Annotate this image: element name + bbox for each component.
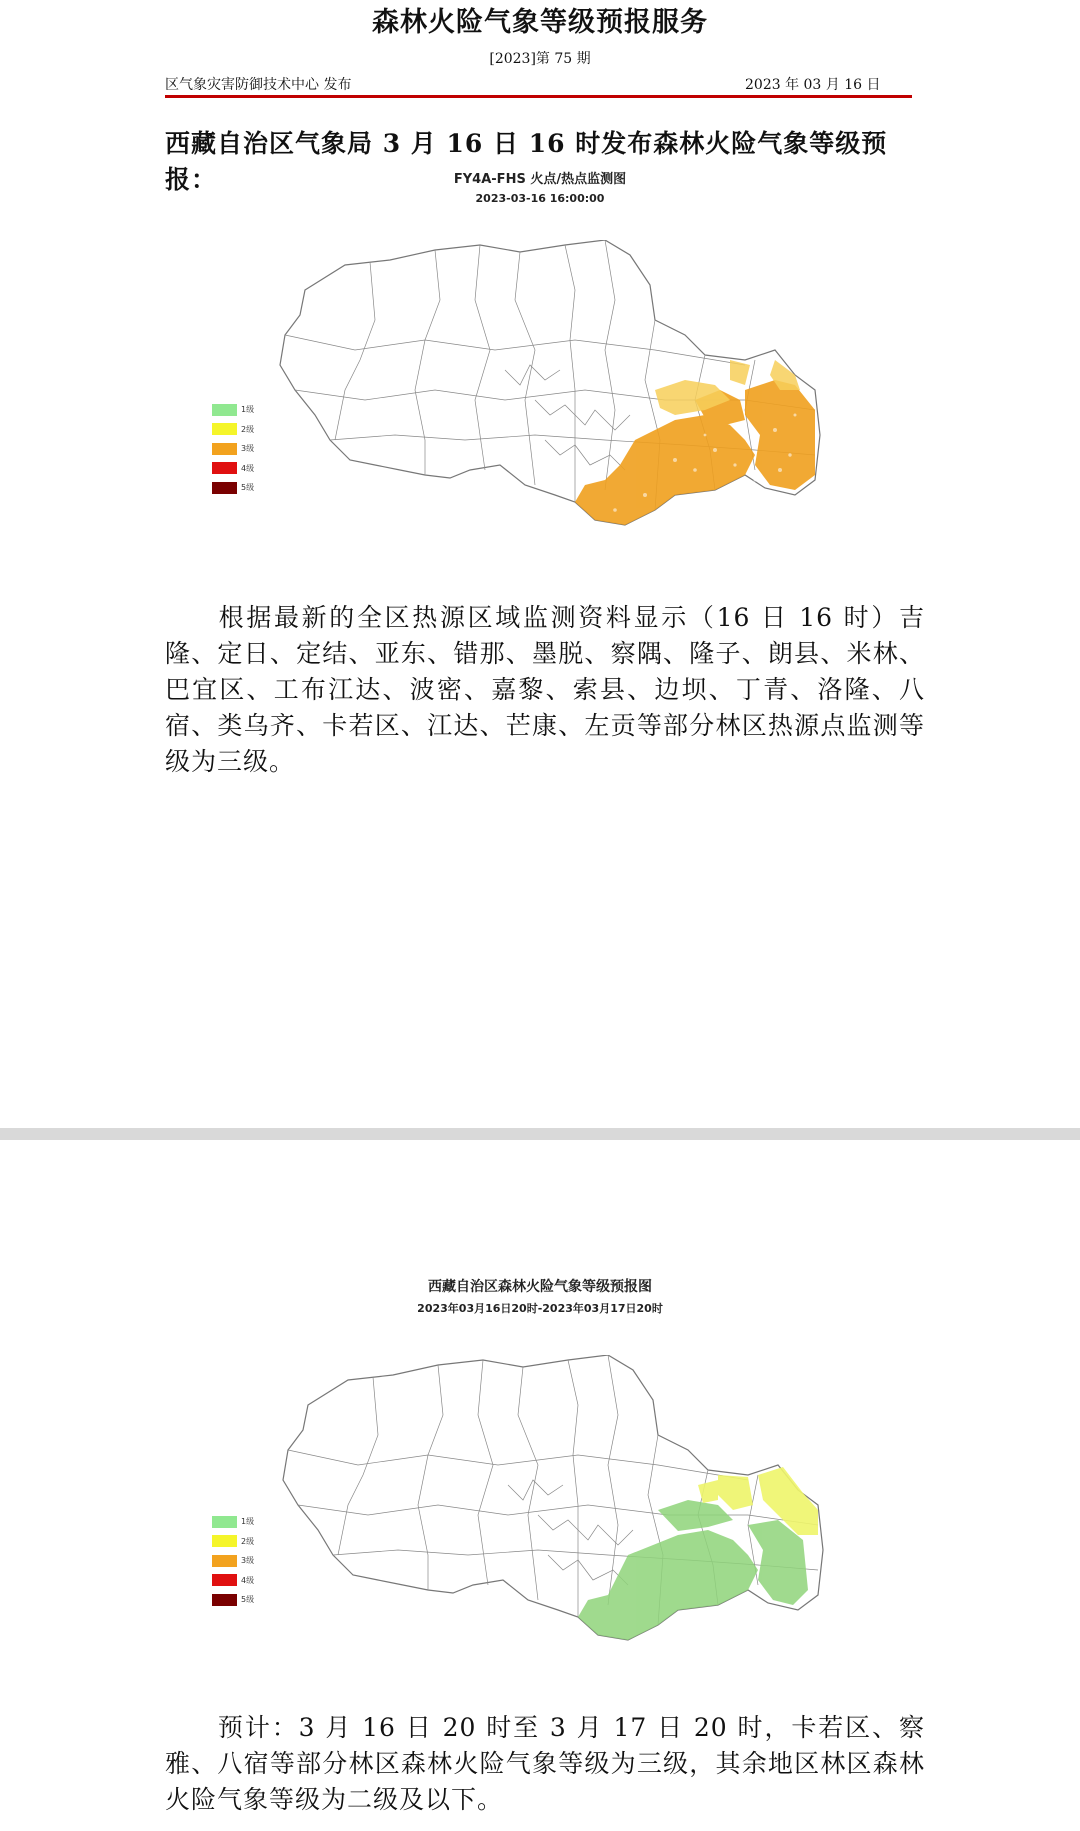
legend-item: [212, 400, 254, 420]
map2-legend: [212, 1512, 254, 1610]
document-title: 森林火险气象等级预报服务: [372, 7, 708, 38]
legend-item: [212, 478, 254, 498]
legend-item: [212, 1571, 254, 1591]
tibet-hotspot-map: [275, 240, 835, 530]
document-page-2: [0, 1140, 1080, 1831]
legend-swatch: [212, 462, 237, 474]
map1-title: FY4A-FHS 火点/热点监测图: [453, 172, 627, 187]
legend-item: [212, 1590, 254, 1610]
legend-label: 3级: [241, 444, 255, 454]
tibet-forecast-map: [278, 1355, 838, 1645]
legend-label: 1级: [241, 1517, 255, 1527]
hotspot-paragraph-text: 根据最新的全区热源区域监测资料显示（16 日 16 时）吉隆、定日、定结、亚东、错那、墨脱、察隅、隆子、朗县、米林、巴宜区、工布江达、波密、嘉黎、索县、边坝、丁青、洛隆、八宿、类乌齐、卡若区、江达、芒康、左贡等部分林区热源点监测等级为三级。: [165, 603, 925, 776]
legend-swatch: [212, 443, 237, 455]
legend-label: 4级: [241, 1575, 255, 1585]
publisher: 区气象灾害防御技术中心 发布: [165, 77, 352, 93]
legend-item: [212, 459, 254, 479]
legend-item: [212, 420, 254, 440]
forecast-paragraph: [165, 1710, 925, 1818]
legend-label: 1级: [241, 405, 255, 415]
issue-number: [2023]第 75 期: [489, 51, 591, 67]
legend-label: 3级: [241, 1556, 255, 1566]
legend-label: 2级: [241, 1536, 255, 1546]
legend-swatch: [212, 423, 237, 435]
legend-label: 5级: [241, 483, 255, 493]
legend-item: [212, 439, 254, 459]
legend-label: 5级: [241, 1595, 255, 1605]
map1-legend: [212, 400, 254, 498]
legend-swatch: [212, 404, 237, 416]
map2-subtitle: 2023年03月16日20时-2023年03月17日20时: [417, 1302, 663, 1315]
legend-item: [212, 1532, 254, 1552]
legend-swatch: [212, 1535, 237, 1547]
map2-title: 西藏自治区森林火险气象等级预报图: [428, 1279, 652, 1295]
legend-item: [212, 1551, 254, 1571]
legend-swatch: [212, 1574, 237, 1586]
legend-label: 4级: [241, 463, 255, 473]
legend-swatch: [212, 482, 237, 494]
legend-swatch: [212, 1555, 237, 1567]
forecast-paragraph-text: 预计：3 月 16 日 20 时至 3 月 17 日 20 时，卡若区、察雅、八宿等部分林区森林火险气象等级为三级，其余地区林区森林火险气象等级为二级及以下。: [165, 1713, 925, 1814]
publish-date: 2023 年 03 月 16 日: [745, 77, 881, 93]
legend-item: [212, 1512, 254, 1532]
legend-label: 2级: [241, 424, 255, 434]
header-red-rule: [165, 95, 912, 98]
legend-swatch: [212, 1594, 237, 1606]
hotspot-paragraph: [165, 600, 925, 780]
map1-subtitle: 2023-03-16 16:00:00: [475, 192, 605, 205]
page-separator: [0, 1128, 1080, 1140]
forecast-heading: 西藏自治区气象局 3 月 16 日 16 时发布森林火险气象等级预报：: [165, 129, 888, 194]
legend-swatch: [212, 1516, 237, 1528]
